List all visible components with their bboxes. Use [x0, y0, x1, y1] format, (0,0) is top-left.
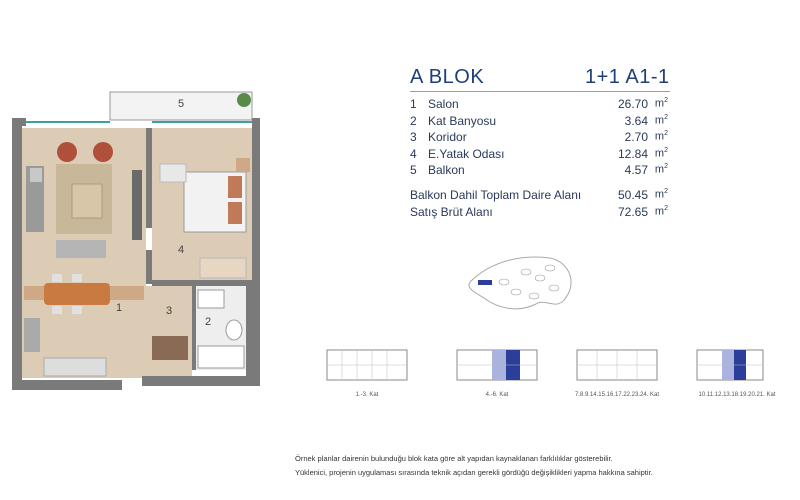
room-area: 2.70 — [624, 130, 648, 144]
room-number: 4 — [410, 146, 417, 161]
room-row — [410, 147, 672, 164]
site-plan-key — [460, 254, 590, 320]
floor-label: 7.8.9.14.15.16.17.22.23.24. Kat — [574, 392, 660, 398]
plan-label-4: 4 — [178, 244, 185, 256]
room-area: 12.84 — [617, 146, 648, 161]
plan-label-2: 2 — [205, 316, 212, 328]
total-row — [410, 188, 672, 205]
room-name: Balkon — [428, 163, 465, 177]
room-name: Kat Banyosu — [428, 113, 497, 128]
floor-key-4 — [692, 340, 772, 390]
room-area: 3.64 — [624, 113, 648, 128]
area-unit: $m^2$ — [654, 163, 668, 176]
floor-key-3 — [572, 340, 662, 390]
area-unit: $m^2$ — [654, 113, 668, 127]
header-divider — [410, 91, 670, 92]
total-row — [410, 205, 672, 222]
room-number: 1 — [410, 97, 417, 111]
corridor-floor — [146, 286, 192, 376]
balcony-plant — [237, 93, 251, 107]
disclaimer-line: Örnek planlar dairenin bulunduğu blok kata göre alt yapıdan kaynaklanan farklılıklar gösterebilir. — [295, 454, 613, 463]
room-number: 5 — [410, 163, 417, 177]
floor-label: 1.-3. Kat — [355, 392, 379, 398]
room-name: Salon — [428, 97, 459, 111]
plan-label-5: 5 — [178, 98, 185, 110]
room-row — [410, 130, 672, 147]
plan-label-1: 1 — [116, 302, 123, 314]
disclaimer — [295, 452, 653, 480]
room-area: 26.70 — [617, 97, 648, 111]
room-name: Koridor — [428, 130, 467, 144]
plan-label-3: 3 — [166, 305, 173, 317]
room-number: 3 — [410, 130, 417, 144]
floor-label: 10.11.12.13.18.19.20.21. Kat — [698, 392, 776, 398]
area-unit: $m^2$ — [654, 204, 668, 218]
area-unit: $m^2$ — [654, 146, 668, 160]
total-label: Satış Brüt Alanı — [410, 204, 493, 219]
area-unit: $m^2$ — [654, 97, 668, 110]
room-name: E.Yatak Odası — [428, 146, 505, 161]
room-number: 2 — [410, 113, 417, 128]
room-list — [410, 97, 672, 180]
room-row — [410, 97, 672, 114]
total-label: Balkon Dahil Toplam Daire Alanı — [410, 188, 582, 202]
room-row — [410, 163, 672, 180]
floor-key-1 — [322, 340, 412, 390]
total-area: 72.65 — [617, 204, 648, 219]
total-area: 50.45 — [617, 188, 648, 202]
room-row — [410, 114, 672, 131]
area-unit: $m^2$ — [654, 130, 668, 143]
area-totals — [410, 188, 672, 221]
floor-label: 4.-6. Kat — [485, 392, 509, 398]
site-highlight-block — [478, 280, 492, 285]
block-title: A BLOK — [410, 66, 485, 88]
disclaimer-line: Yüklenici, projenin uygulaması sırasında teknik açıdan gerekli gördüğü değişiklikleri yapma hakkına sahiptir. — [295, 468, 653, 477]
floor-key-2 — [452, 340, 542, 390]
room-area: 4.57 — [624, 163, 648, 177]
unit-type: 1+1 A1-1 — [585, 66, 670, 88]
area-unit: $m^2$ — [654, 188, 668, 201]
